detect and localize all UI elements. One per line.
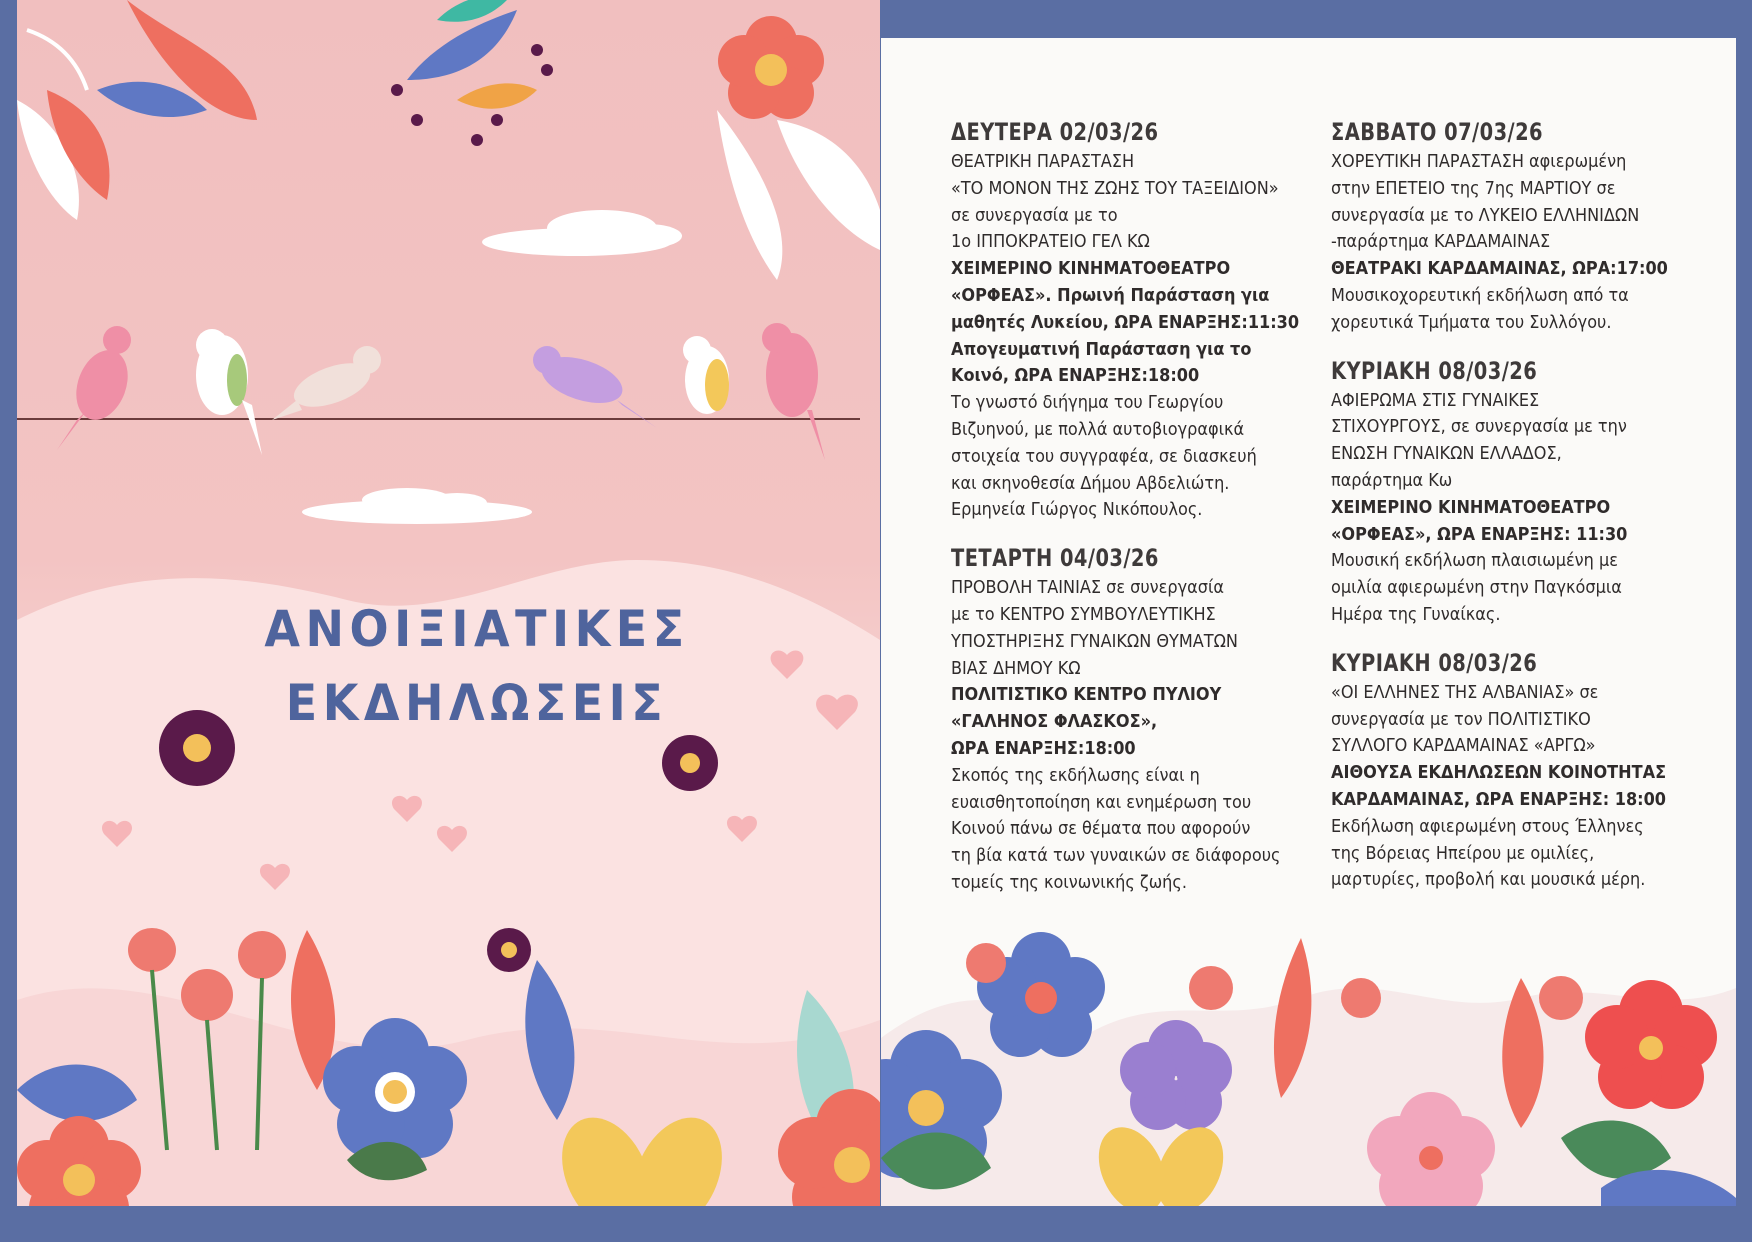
event-venue-line: μαθητές Λυκείου, ΩΡΑ ΕΝΑΡΞΗΣ:11:30 bbox=[951, 312, 1300, 333]
event-block bbox=[951, 118, 1321, 524]
event-description-line: με το ΚΕΝΤΡΟ ΣΥΜΒΟΥΛΕΥΤΙΚΗΣ bbox=[951, 604, 1216, 625]
events-column-right bbox=[1331, 118, 1711, 914]
event-description-line: ΧΟΡΕΥΤΙΚΗ ΠΑΡΑΣΤΑΣΗ αφιερωμένη bbox=[1331, 152, 1627, 172]
event-description-line: Κοινού πάνω σε θέματα που αφορούν bbox=[951, 819, 1251, 840]
berries-top bbox=[391, 0, 553, 146]
bird-4 bbox=[533, 346, 657, 428]
event-description-line: σε συνεργασία με το bbox=[951, 205, 1118, 226]
event-block bbox=[1331, 357, 1711, 629]
event-description-line: συνεργασία με το ΛΥΚΕΙΟ ΕΛΛΗΝΙΔΩΝ bbox=[1331, 205, 1640, 226]
event-venue-line: ΧΕΙΜΕΡΙΝΟ ΚΙΝΗΜΑΤΟΘΕΑΤΡΟ bbox=[1331, 497, 1611, 518]
event-list bbox=[1331, 118, 1711, 894]
event-description-line: ΣΤΙΧΟΥΡΓΟΥΣ, σε συνεργασία με την bbox=[1331, 417, 1627, 438]
event-description-line: Σκοπός της εκδήλωσης είναι η bbox=[951, 765, 1200, 786]
event-description-line: ευαισθητοποίηση και ενημέρωση του bbox=[951, 792, 1252, 813]
event-description-line: της Βόρειας Ηπείρου με ομιλίες, bbox=[1331, 843, 1595, 864]
event-date: ΚΥΡΙΑΚΗ 08/03/26 bbox=[1331, 648, 1538, 677]
event-description-line: παράρτημα Κω bbox=[1331, 470, 1453, 491]
leaf-white-right bbox=[717, 110, 782, 280]
event-description-line: και σκηνοθεσία Δήμου Αβδελιώτη. bbox=[951, 473, 1230, 494]
event-description-line: Μουσικοχορευτική εκδήλωση από τα bbox=[1331, 285, 1629, 306]
event-venue-line: «ΟΡΦΕΑΣ». Πρωινή Παράσταση για bbox=[951, 285, 1270, 306]
title-line-2: ΕΚΔΗΛΩΣΕΙΣ bbox=[285, 674, 669, 732]
daisy-purple-3 bbox=[487, 928, 531, 972]
event-description-line: Ερμηνεία Γιώργος Νικόπουλος. bbox=[951, 500, 1203, 521]
event-description-line: Μουσική εκδήλωση πλαισιωμένη με bbox=[1331, 551, 1618, 572]
event-description-line: -παράρτημα ΚΑΡΔΑΜΑΙΝΑΣ bbox=[1331, 232, 1551, 253]
cloud-top bbox=[482, 210, 682, 256]
events-column-left bbox=[951, 118, 1321, 917]
event-description-line: ΒΙΑΣ ΔΗΜΟΥ ΚΩ bbox=[951, 658, 1081, 679]
event-date: ΤΕΤΑΡΤΗ 04/03/26 bbox=[951, 544, 1159, 573]
bird-6 bbox=[762, 323, 825, 460]
event-venue-line: ΧΕΙΜΕΡΙΝΟ ΚΙΝΗΜΑΤΟΘΕΑΤΡΟ bbox=[951, 259, 1231, 280]
event-description-line: ΕΝΩΣΗ ΓΥΝΑΙΚΩΝ ΕΛΛΑΔΟΣ, bbox=[1331, 444, 1562, 465]
cloud-middle bbox=[302, 488, 532, 524]
event-venue-line: ΘΕΑΤΡΑΚΙ ΚΑΡΔΑΜΑΙΝΑΣ, ΩΡΑ:17:00 bbox=[1331, 259, 1668, 280]
title-line-1: ΑΝΟΙΞΙΑΤΙΚΕΣ bbox=[264, 600, 690, 658]
event-description-line: ΣΥΛΛΟΓΟ ΚΑΡΔΑΜΑΙΝΑΣ «ΑΡΓΩ» bbox=[1331, 736, 1596, 757]
bottom-frame-band bbox=[0, 1206, 1752, 1242]
event-description-line: τη βία κατά των γυναικών σε διάφορους bbox=[951, 846, 1281, 867]
right-panel bbox=[881, 38, 1736, 1210]
stem-white bbox=[27, 30, 87, 90]
event-venue-line: Απογευματινή Παράσταση για το bbox=[951, 339, 1252, 360]
bird-1 bbox=[57, 326, 137, 450]
left-panel bbox=[17, 0, 880, 1242]
event-description-line: τομείς της κοινωνικής ζωής. bbox=[951, 872, 1187, 893]
event-venue-line: ΑΙΘΟΥΣΑ ΕΚΔΗΛΩΣΕΩΝ ΚΟΙΝΟΤΗΤΑΣ bbox=[1331, 763, 1667, 784]
event-description-line: ομιλία αφιερωμένη στην Παγκόσμια bbox=[1331, 578, 1622, 599]
event-venue-line: «ΓΑΛΗΝΟΣ ΦΛΑΣΚΟΣ», bbox=[951, 712, 1158, 733]
event-venue-line: Κοινό, ΩΡΑ ΕΝΑΡΞΗΣ:18:00 bbox=[951, 366, 1200, 387]
event-description-line: ΘΕΑΤΡΙΚΗ ΠΑΡΑΣΤΑΣΗ bbox=[951, 152, 1135, 172]
event-description-line: Ημέρα της Γυναίκας. bbox=[1331, 604, 1501, 625]
bird-3 bbox=[272, 346, 381, 420]
leaf-white-right-2 bbox=[777, 120, 880, 250]
event-description-line: «ΟΙ ΕΛΛΗΝΕΣ ΤΗΣ ΑΛΒΑΝΙΑΣ» σε bbox=[1331, 682, 1599, 703]
event-list bbox=[951, 118, 1321, 897]
event-description-line: 1ο ΙΠΠΟΚΡΑΤΕΙΟ ΓΕΛ ΚΩ bbox=[951, 232, 1150, 253]
event-description-line: στην ΕΠΕΤΕΙΟ της 7ης ΜΑΡΤΙΟΥ σε bbox=[1331, 178, 1616, 199]
event-venue-line: ΩΡΑ ΕΝΑΡΞΗΣ:18:00 bbox=[951, 738, 1136, 759]
event-block bbox=[951, 544, 1321, 897]
event-block bbox=[1331, 649, 1711, 894]
event-description-line: Βιζυηνού, με πολλά αυτοβιογραφικά bbox=[951, 419, 1245, 440]
event-description-line: «ΤΟ ΜΟΝΟΝ ΤΗΣ ΖΩΗΣ ΤΟΥ ΤΑΞΕΙΔΙΟΝ» bbox=[951, 178, 1279, 199]
event-date: ΔΕΥΤΕΡΑ 02/03/26 bbox=[951, 118, 1159, 146]
flower-top-right bbox=[718, 16, 824, 119]
bird-5 bbox=[683, 336, 729, 414]
event-date: ΚΥΡΙΑΚΗ 08/03/26 bbox=[1331, 356, 1538, 385]
event-venue-line: ΠΟΛΙΤΙΣΤΙΚΟ ΚΕΝΤΡΟ ΠΥΛΙΟΥ bbox=[951, 685, 1222, 706]
event-description-line: στοιχεία του συγγραφέα, σε διασκευή bbox=[951, 446, 1257, 467]
event-venue-line: «ΟΡΦΕΑΣ», ΩΡΑ ΕΝΑΡΞΗΣ: 11:30 bbox=[1331, 524, 1628, 545]
event-description-line: μαρτυρίες, προβολή και μουσικά μέρη. bbox=[1331, 870, 1646, 891]
event-description-line: ΠΡΟΒΟΛΗ ΤΑΙΝΙΑΣ σε συνεργασία bbox=[951, 578, 1225, 599]
event-description-line: χορευτικά Τμήματα του Συλλόγου. bbox=[1331, 312, 1612, 333]
event-description-line: Εκδήλωση αφιερωμένη στους Έλληνες bbox=[1331, 816, 1644, 837]
daisy-purple-2 bbox=[662, 735, 718, 791]
event-description-line: ΥΠΟΣΤΗΡΙΞΗΣ ΓΥΝΑΙΚΩΝ ΘΥΜΑΤΩΝ bbox=[951, 631, 1238, 652]
event-date: ΣΑΒΒΑΤΟ 07/03/26 bbox=[1331, 118, 1544, 146]
event-description-line: Το γνωστό διήγημα του Γεωργίου bbox=[951, 393, 1224, 414]
event-venue-line: ΚΑΡΔΑΜΑΙΝΑΣ, ΩΡΑ ΕΝΑΡΞΗΣ: 18:00 bbox=[1331, 789, 1667, 810]
event-block bbox=[1331, 118, 1711, 337]
poster-title bbox=[167, 592, 787, 740]
event-description-line: συνεργασία με τον ΠΟΛΙΤΙΣΤΙΚΟ bbox=[1331, 709, 1591, 730]
bird-2 bbox=[196, 329, 262, 455]
event-description-line: ΑΦΙΕΡΩΜΑ ΣΤΙΣ ΓΥΝΑΙΚΕΣ bbox=[1331, 390, 1540, 411]
